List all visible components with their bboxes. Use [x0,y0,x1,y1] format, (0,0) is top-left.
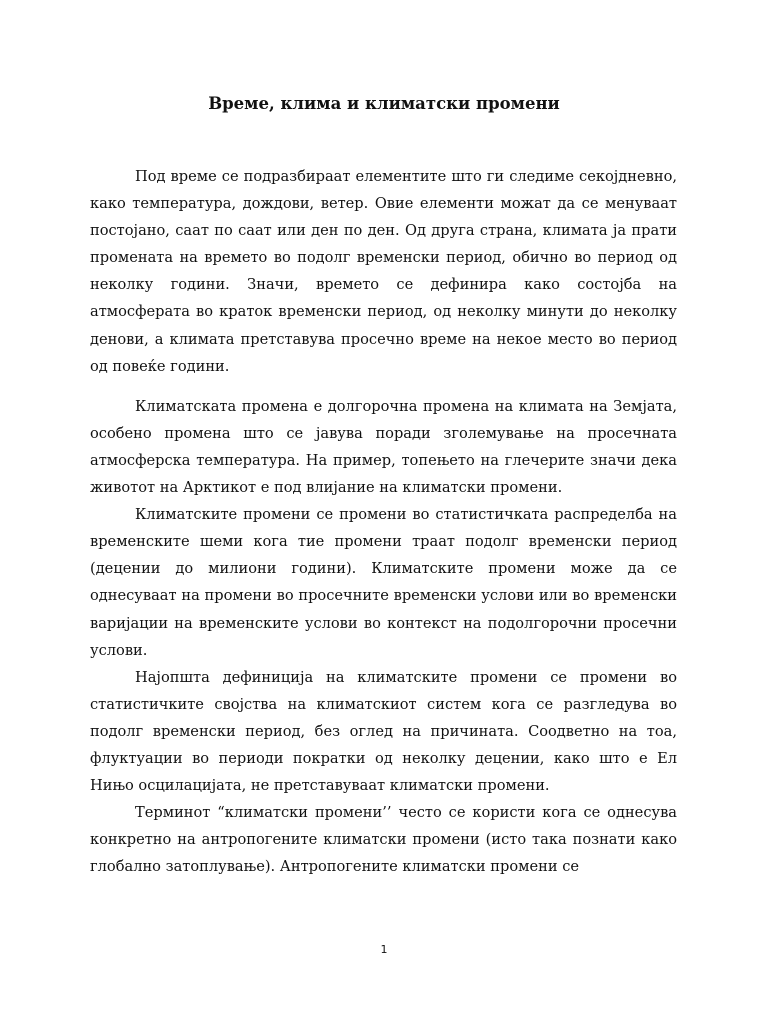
paragraph-statistical-distribution: Климатските промени се промени во статистичката распределба на временските шеми кога тие промени траат подолг временски период (децении до милиони години). Климатските промени може да се однесуваат на промени во просечните временски услови или во временски варијации на временските услови во контекст на подолгорочни просечни услови. [90,506,677,659]
paragraph-anthropogenic-term: Терминот “климатски промени’’ често се користи кога се однесува конкретно на антропогените климатски промени (исто така познати како глобално затоплување). Антропогените климатски промени се [90,804,677,876]
page-number: 1 [380,943,388,956]
document-body [90,163,677,880]
document-title: Време, клима и климатски промени [208,94,560,113]
paragraph-general-definition: Најопшта дефиниција на климатските промени се промени во статистичките својства на климатскиот систем кога се разгледува во подолг временски период, без оглед на причината. Соодветно на тоа, флуктуации во периоди пократки од неколку децении, како што е Ел Нињо осцилацијата, не претставуваат климатски промени. [90,668,677,795]
paragraph-weather-definition: Под време се подразбираат елементите што ги следиме секојдневно, како температура, дождови, ветер. Овие елементи можат да се менуваат постојано, саат по саат или ден по ден. Од друга страна, климата ја прати промената на времето во подолг временски период, обично во период од неколку години. Значи, времето се дефинира како состојба на атмосферата во краток временски период, од неколку минути до неколку денови, а климата претставува просечно време на некое место во период од повеќе години. [90,168,677,375]
paragraph-climate-change: Климатската промена е долгорочна промена на климата на Земјата, особено промена што се јавува поради зголемување на просечната атмосферска температура. На пример, топењето на глечерите значи дека животот на Арктикот е под влијание на климатски промени. [90,397,677,497]
